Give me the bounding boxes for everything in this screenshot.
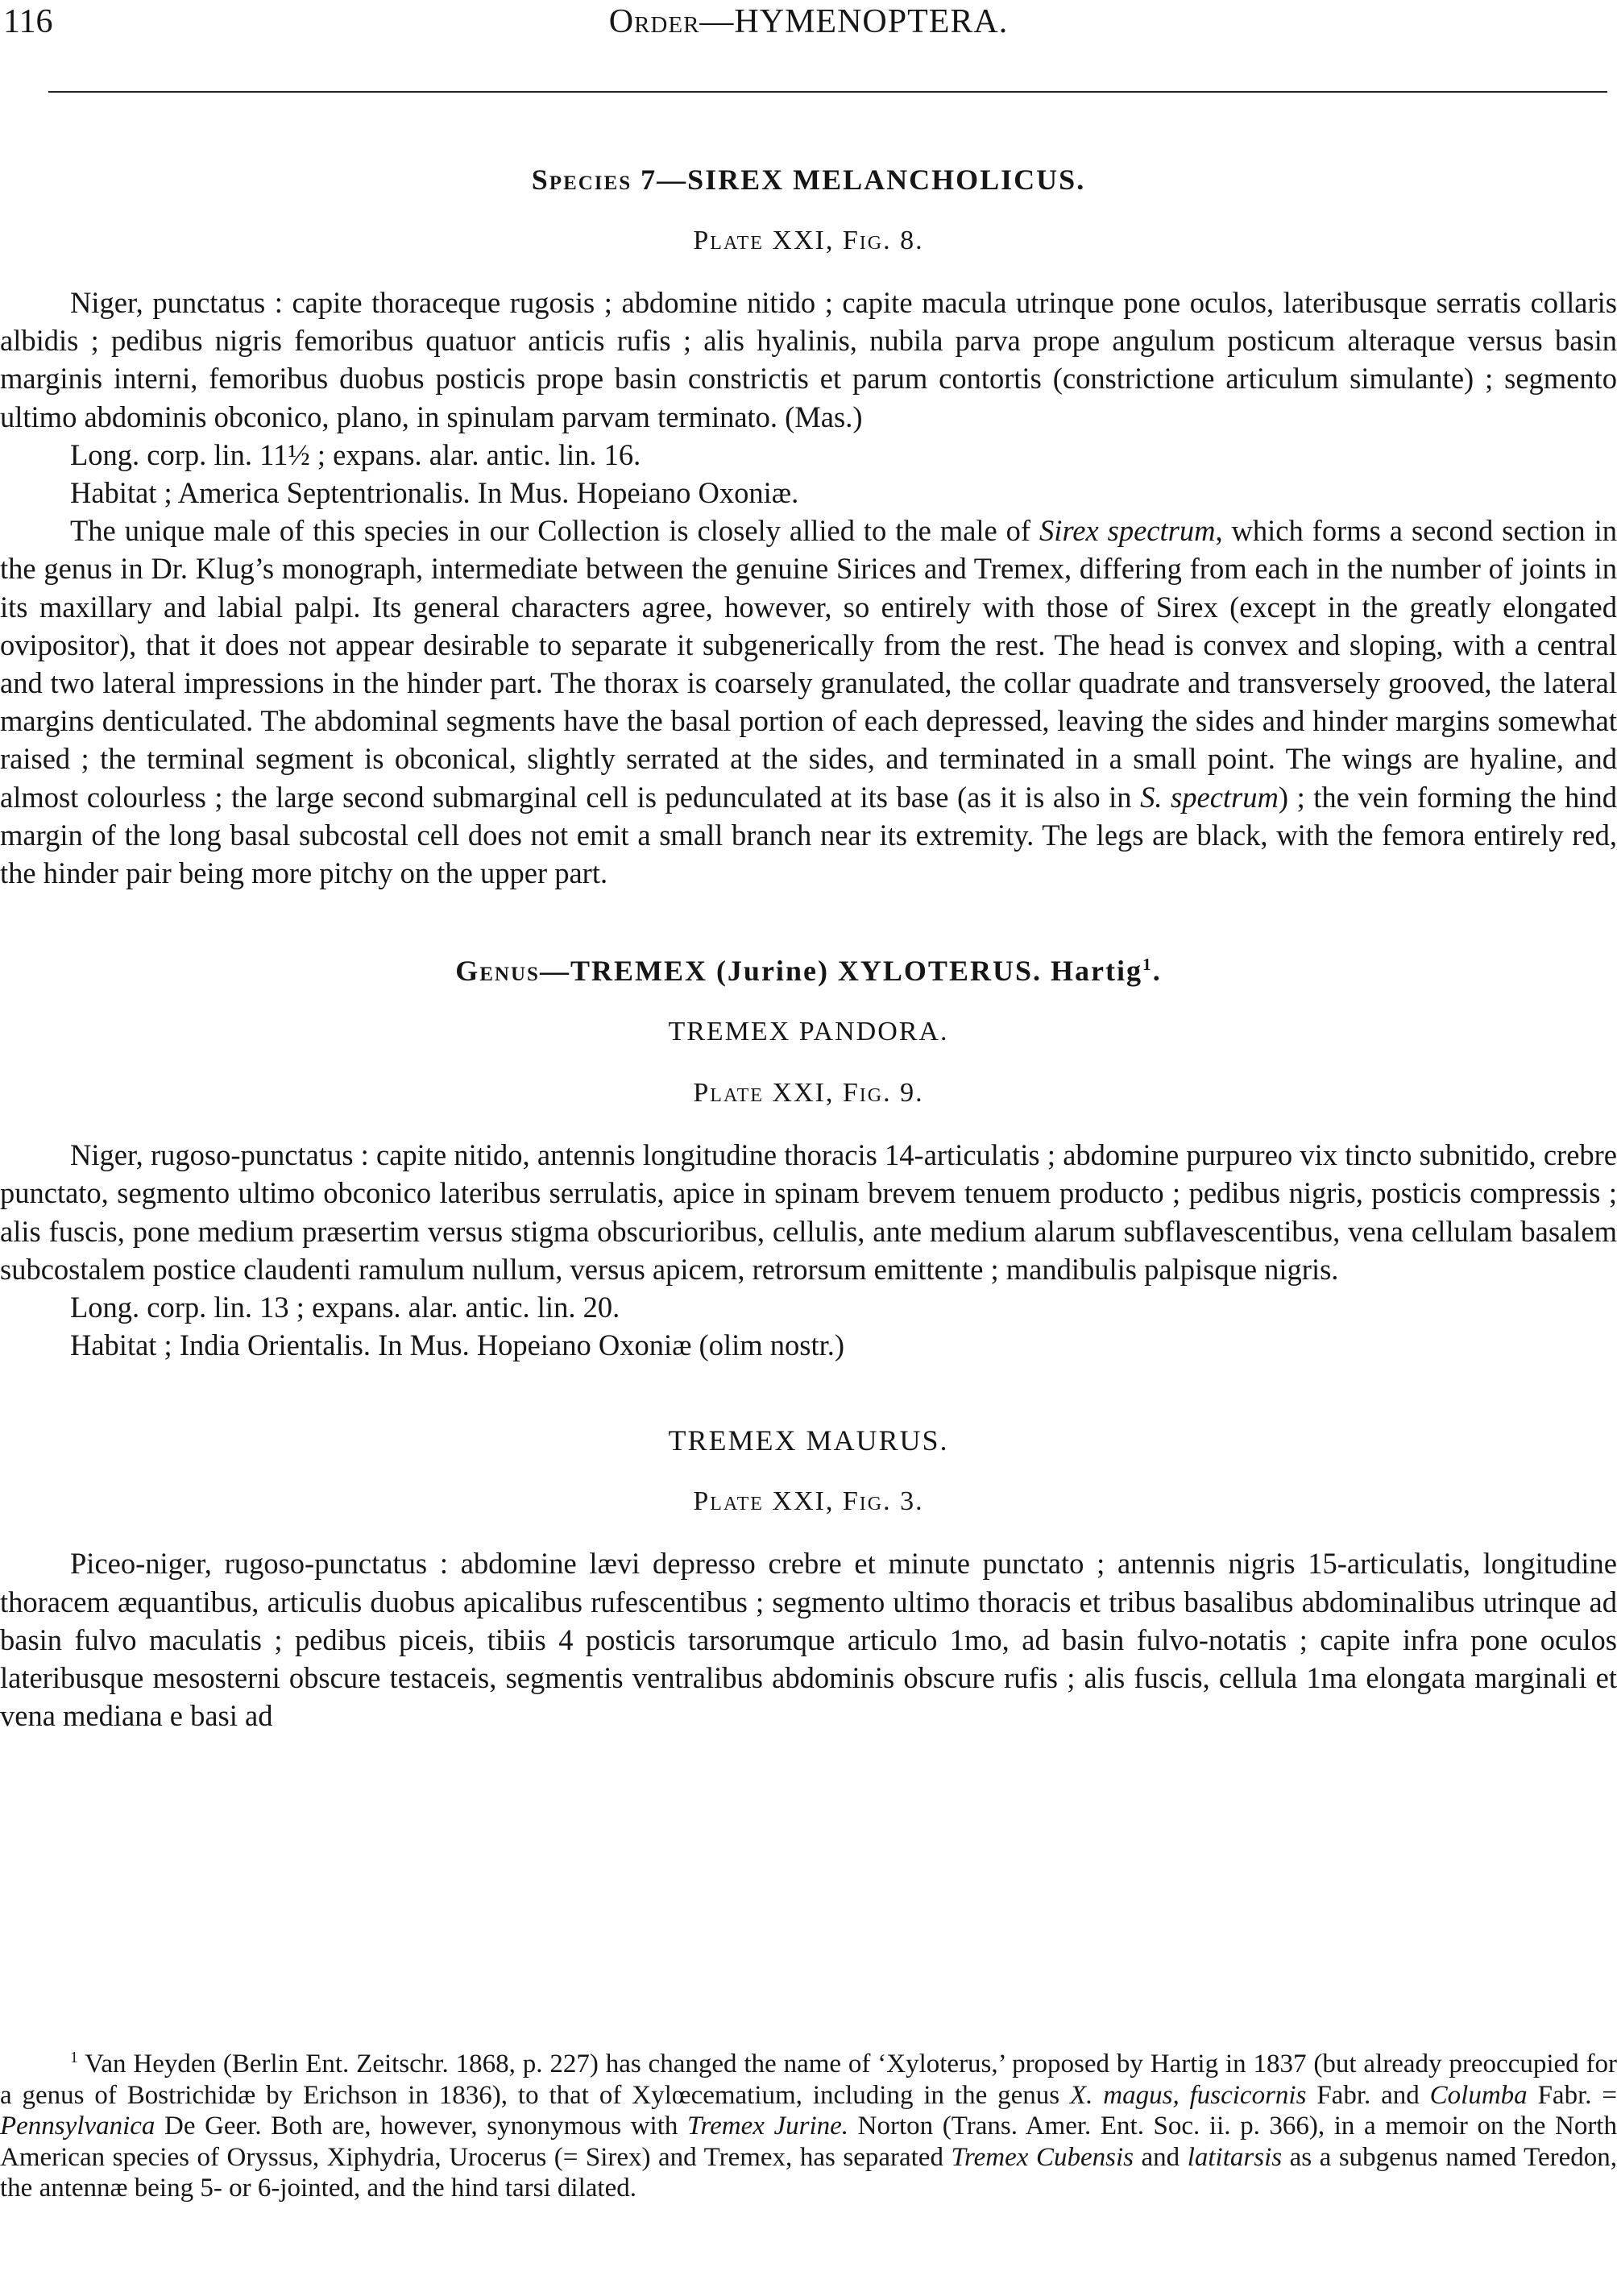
footnote-italic: X. magus, fuscicornis xyxy=(1070,2080,1307,2110)
species-section-tremex-maurus xyxy=(0,1422,1617,1734)
footnote-text: and xyxy=(1133,2142,1188,2172)
genus-name: —TREMEX (Jurine) XYLOTERUS. Hartig xyxy=(539,955,1142,988)
header-rule xyxy=(48,91,1607,93)
footnotes xyxy=(0,2049,1617,2204)
species-name: 7—SIREX MELANCHOLICUS. xyxy=(632,164,1086,196)
footnote-italic: latitarsis xyxy=(1187,2142,1283,2172)
footnote-marker: 1 xyxy=(70,2049,78,2066)
species-title xyxy=(0,161,1617,198)
footnote-italic: Pennsylvanica xyxy=(0,2112,155,2141)
plate-reference: Plate XXI, Fig. 8. xyxy=(693,226,924,255)
running-head-order: Order xyxy=(608,3,700,40)
genus-label: Genus xyxy=(455,955,540,988)
plate-reference: Plate XXI, Fig. 9. xyxy=(693,1078,924,1109)
discussion-text: ) ; the vein forming the hind margin of the long basal subcostal cell does not emit a small branch near its extremity. The legs are black, with the femora entirely red, the hinder pair being more pitchy on the upper part. xyxy=(0,780,1617,890)
latin-description: Niger, rugoso-punctatus : capite nitido, antennis longitudine thoracis 14-articulatis ; abdomine purpureo vix tincto subnitido, crebre punctato, segmento ultimo obconico lateribus serrulatis, apice in spinam brevem tenuem producto ; pedibus nigris, posticis compressis ; alis fuscis, pone medium præsertim versus stigma obscurioribus, cellulis, ante medium alarum subflavescentibus, vena cellulam basalem subcostalem postice claudenti ramulum nullum, versus apicem, retrorsum emittente ; mandibulis palpisque nigris. xyxy=(0,1138,1617,1286)
section-gap xyxy=(0,1364,1617,1422)
footnote-italic: Columba xyxy=(1429,2080,1528,2110)
genus-title: Genus—TREMEX (Jurine) XYLOTERUS. Hartig$^1$. xyxy=(455,955,1162,988)
plate-reference: Plate XXI, Fig. 3. xyxy=(693,1486,924,1517)
length-measure: Long. corp. lin. 13 ; expans. alar. antic. lin. 20. xyxy=(70,1291,620,1324)
discussion-paragraph xyxy=(0,512,1617,892)
habitat-line: Habitat ; India Orientalis. In Mus. Hopeiano Oxoniæ (olim nostr.) xyxy=(70,1328,845,1362)
species-section-sirex-melancholicus xyxy=(0,161,1617,892)
species-label: Species xyxy=(531,164,632,196)
latin-description: Piceo-niger, rugoso-punctatus : abdomine lævi depresso crebre et minute punctato ; antennis nigris 15-articulatis, longitudine thoracem æquantibus, articulis duobus apicalibus rufescentibus ; segmento ultimo thoracis et tribus basalibus abdominalibus utrinque ad basin fulvo maculatis ; pedibus piceis, tibiis 4 posticis tarsorumque articulo 1mo, ad basin fulvo-notatis ; capite infra pone oculos lateribusque mesosterni obscure testaceis, segmentis ventralibus abdominis obscure rufis ; alis fuscis, cellula 1ma elongata marginali et vena mediana e basi ad xyxy=(0,1547,1617,1733)
genus-section-tremex xyxy=(0,952,1617,1364)
running-head-rest: —HYMENOPTERA. xyxy=(699,3,1009,40)
running-head xyxy=(0,3,1617,40)
footnote-text: Fabr. = xyxy=(1527,2080,1617,2110)
footnote-text: Van Heyden (Berlin Ent. Zeitschr. 1868, p. 227) has changed the name of ‘Xyloterus,’ proposed by Hartig in 1837 (but already preoccupied for a genus of Bostrichidæ by Erichson in 1836), to that of Xylœcematium, including in the genus xyxy=(0,2049,1617,2110)
habitat-line: Habitat ; America Septentrionalis. In Mus. Hopeiano Oxoniæ. xyxy=(70,476,799,510)
length-measure: Long. corp. lin. 11½ ; expans. alar. antic. lin. 16. xyxy=(70,437,641,471)
footnote-ref[interactable]: 1 xyxy=(1142,955,1153,975)
footnote-1 xyxy=(0,2049,1617,2204)
footnote-text: De Geer. Both are, however, synonymous with xyxy=(155,2112,687,2141)
latin-description: Niger, punctatus : capite thoraceque rugosis ; abdomine nitido ; capite macula utrinque pone oculos, lateribusque serratis collaris albidis ; pedibus nigris femoribus quatuor anticis rufis ; alis hyalinis, nubila parva prope angulum posticum alteraque versus basin marginis interni, femoribus duobus posticis prope basin constrictis et parum contortis (constrictione articulum simulante) ; segmento ultimo abdominis obconico, plano, in spinulam parvam terminato. (Mas.) xyxy=(0,286,1617,433)
page-body xyxy=(0,161,1617,1734)
species-title-pandora: TREMEX PANDORA. xyxy=(668,1017,949,1047)
page-header xyxy=(0,0,1617,48)
footnote-italic: Tremex Cubensis xyxy=(951,2142,1134,2172)
discussion-italic: S. spectrum xyxy=(1140,780,1279,814)
footnote-text: as a subgenus named Teredon, the antennæ being 5- or 6-jointed, and the hind tarsi dilated. xyxy=(0,2142,1617,2203)
discussion-text: , which forms a second section in the genus in Dr. Klug’s monograph, intermediate between the genuine Sirices and Tremex, differing from each in the number of joints in its maxillary and labial palpi. Its general characters agree, however, so entirely with those of Sirex (except in the greatly elongated ovipositor), that it does not appear desirable to separate it subgenerically from the rest. The head is convex and sloping, with a central and two lateral impressions in the hinder part. The thorax is coarsely granulated, the collar quadrate and transversely grooved, the lateral margins denticulated. The abdominal segments have the basal portion of each depressed, leaving the sides and hinder margins somewhat raised ; the terminal segment is obconical, slightly serrated at the sides, and terminated in a small point. The wings are hyaline, and almost colourless ; the large second submarginal cell is pedunculated at its base (as it is also in xyxy=(0,514,1617,814)
species-title-maurus: TREMEX MAURUS. xyxy=(668,1424,949,1457)
footnote-italic: Tremex Jurine. xyxy=(686,2112,849,2141)
footnote-text: Fabr. and xyxy=(1306,2080,1430,2110)
discussion-text: The unique male of this species in our Collection is closely allied to the male of xyxy=(70,514,1040,548)
section-gap xyxy=(0,892,1617,952)
page-number: 116 xyxy=(3,3,53,40)
footnote-text: Norton (Trans. Amer. Ent. Soc. ii. p. 366), in a memoir on the North American species of Oryssus, Xiphydria, Urocerus (= Sirex) and Tremex, has separated xyxy=(0,2112,1617,2172)
discussion-italic: Sirex spectrum xyxy=(1039,514,1216,548)
